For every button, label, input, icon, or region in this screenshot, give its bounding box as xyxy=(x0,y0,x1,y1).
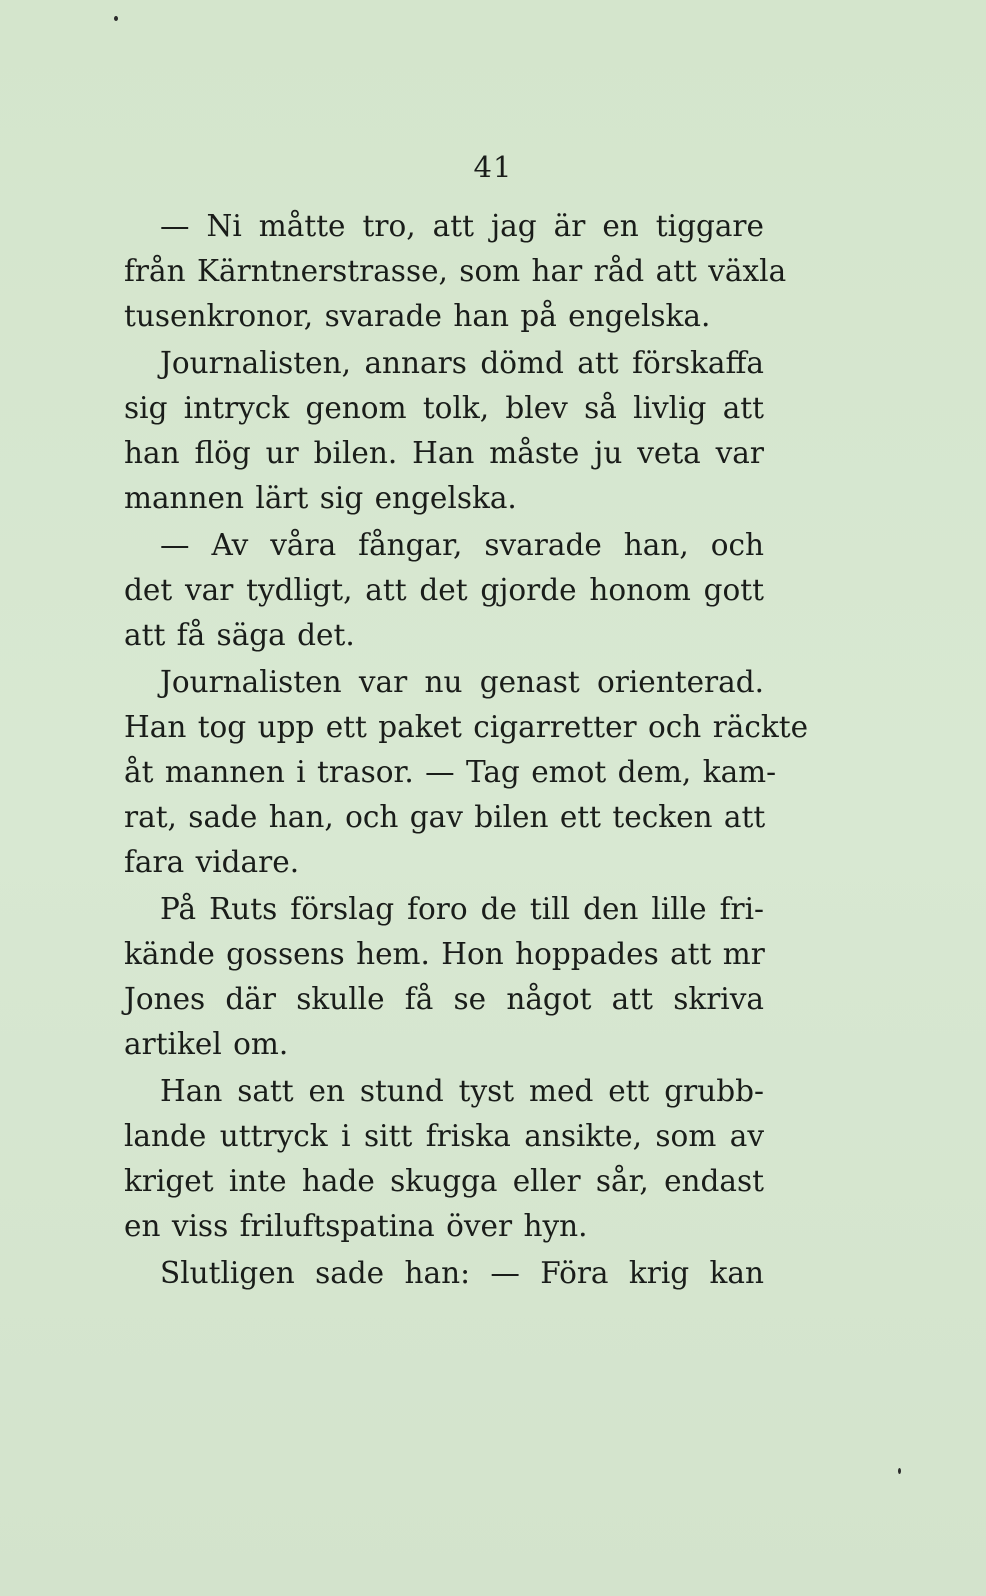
text-line: fara vidare. xyxy=(124,845,300,879)
text-line: rat, sade han, och gav bilen ett tecken att xyxy=(124,800,766,834)
body-text xyxy=(124,204,809,1296)
ink-speck xyxy=(898,1468,901,1474)
text-line: från Kärntnerstrasse, som har råd att växla xyxy=(124,254,787,288)
text-line: en viss friluftspatina över hyn. xyxy=(124,1209,588,1243)
text-line: Journalisten, annars dömd att förskaffa xyxy=(160,346,764,380)
paragraph xyxy=(124,204,787,339)
text-line: På Ruts förslag foro de till den lille fri- xyxy=(160,892,764,926)
paragraph xyxy=(124,1069,764,1249)
text-line: Journalisten var nu genast orienterad. xyxy=(160,665,764,699)
page-number: 41 xyxy=(473,150,513,184)
text-line: Han tog upp ett paket cigarretter och räckte xyxy=(124,710,809,744)
paragraph xyxy=(124,1251,764,1296)
paragraph xyxy=(124,660,809,885)
text-line: Slutligen sade han: — Föra krig kan xyxy=(160,1256,764,1290)
text-line: Jones där skulle få se något att skriva xyxy=(124,982,764,1016)
text-line: tusenkronor, svarade han på engelska. xyxy=(124,299,711,333)
text-line: kände gossens hem. Hon hoppades att mr xyxy=(124,937,765,971)
text-line: sig intryck genom tolk, blev så livlig att xyxy=(124,391,764,425)
text-line: att få säga det. xyxy=(124,618,355,652)
text-line: det var tydligt, att det gjorde honom gott xyxy=(124,573,764,607)
ink-speck xyxy=(114,16,118,21)
text-line: — Ni måtte tro, att jag är en tiggare xyxy=(160,209,764,243)
paragraph xyxy=(124,887,764,1067)
paragraph xyxy=(124,341,764,521)
paragraph xyxy=(124,523,764,658)
text-line: kriget inte hade skugga eller sår, endast xyxy=(124,1164,764,1198)
text-line: lande uttryck i sitt friska ansikte, som av xyxy=(124,1119,764,1153)
text-line: åt mannen i trasor. — Tag emot dem, kam- xyxy=(124,755,777,789)
text-line: han flög ur bilen. Han måste ju veta var xyxy=(124,436,764,470)
text-line: — Av våra fångar, svarade han, och xyxy=(160,528,764,562)
text-line: Han satt en stund tyst med ett grubb- xyxy=(160,1074,764,1108)
text-line: mannen lärt sig engelska. xyxy=(124,481,517,515)
text-line: artikel om. xyxy=(124,1027,289,1061)
